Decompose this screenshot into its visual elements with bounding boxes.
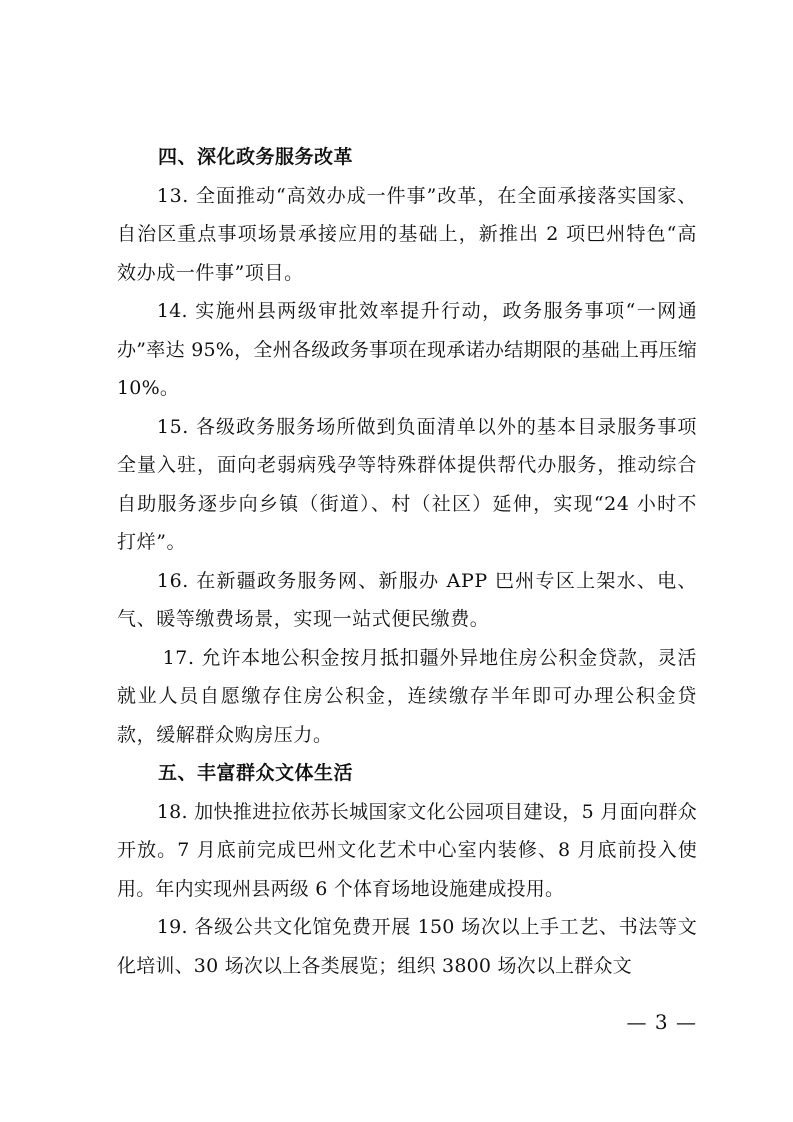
paragraph-14: 14. 实施州县两级审批效率提升行动，政务服务事项“一网通办”率达 95%，全州各级政务事项在现承诺办结期限的基础上再压缩 10%。 — [117, 300, 697, 399]
paragraph-17: 17. 允许本地公积金按月抵扣疆外异地住房公积金贷款，灵活就业人员自愿缴存住房公积金，连续缴存半年即可办理公积金贷款，缓解群众购房压力。 — [117, 646, 697, 746]
section-heading-5: 五、丰富群众文体生活 — [158, 762, 354, 784]
document-body — [117, 138, 697, 985]
paragraph-15: 15. 各级政务服务场所做到负面清单以外的基本目录服务事项全量入驻，面向老弱病残孕等特殊群体提供帮代办服务，推动综合自助服务逐步向乡镇（街道）、村（社区）延伸，实现“24 小时不打烊”。 — [117, 415, 697, 553]
paragraph-19: 19. 各级公共文化馆免费开展 150 场次以上手工艺、书法等文化培训、30 场次以上各类展览；组织 3800 场次以上群众文 — [117, 916, 697, 977]
paragraph-18: 18. 加快推进拉依苏长城国家文化公园项目建设，5 月面向群众开放。7 月底前完成巴州文化艺术中心室内装修、8 月底前投入使用。年内实现州县两级 6 个体育场地设施建成投用。 — [117, 800, 697, 900]
paragraph-16: 16. 在新疆政务服务网、新服办 APP 巴州专区上架水、电、气、暖等缴费场景，实现一站式便民缴费。 — [117, 569, 697, 630]
paragraph-13: 13. 全面推动“高效办成一件事”改革，在全面承接落实国家、自治区重点事项场景承接应用的基础上，新推出 2 项巴州特色“高效办成一件事”项目。 — [117, 184, 697, 284]
section-heading-4: 四、深化政务服务改革 — [158, 146, 354, 168]
page-number: — 3 — — [626, 1010, 697, 1034]
